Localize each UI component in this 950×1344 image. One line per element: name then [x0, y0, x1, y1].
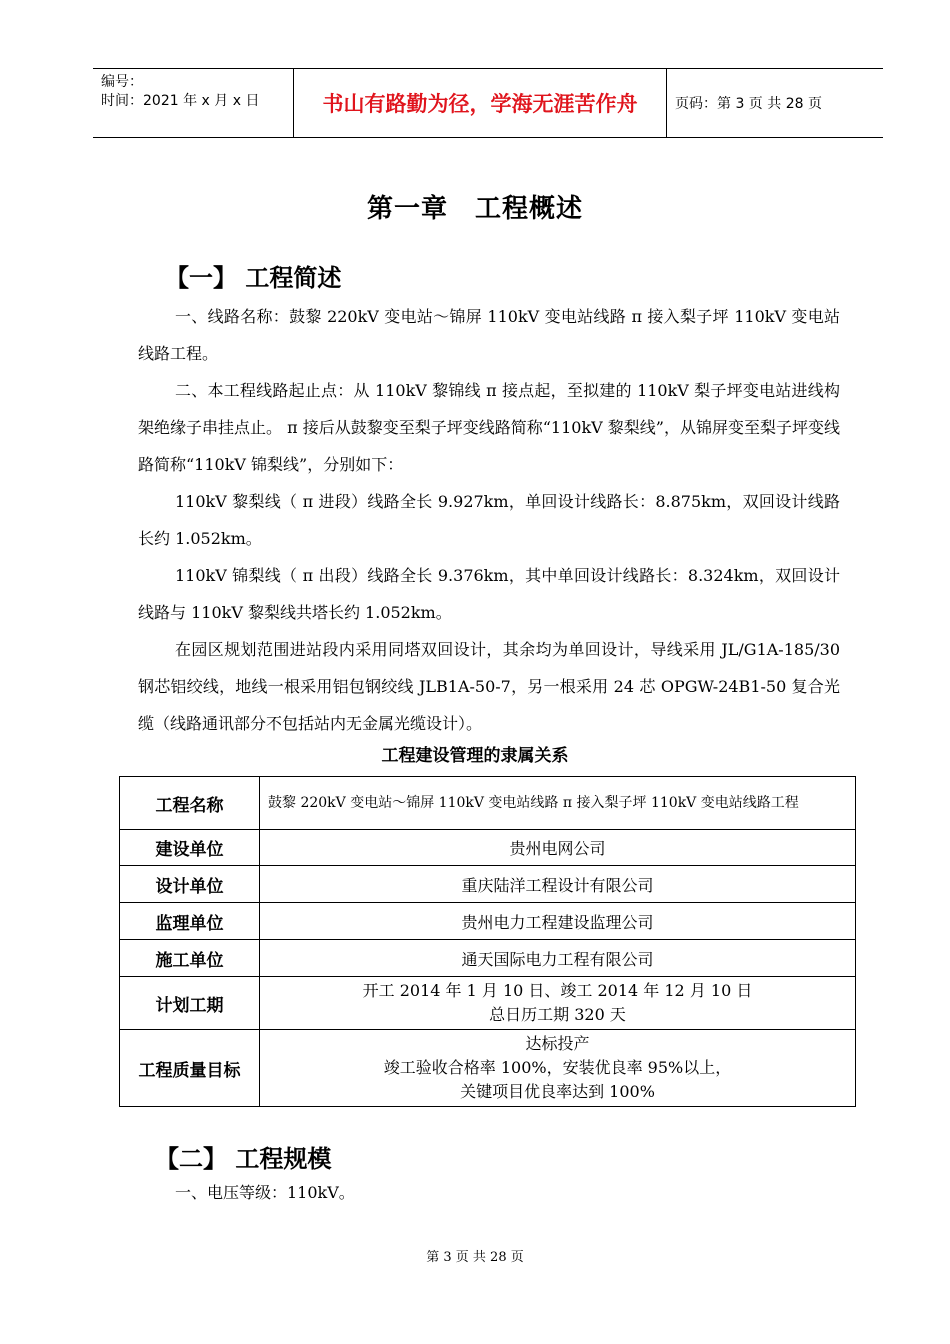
row-key: 施工单位 — [120, 940, 260, 977]
paragraph-2: 二、本工程线路起止点：从 110kV 黎锦线 π 接点起，至拟建的 110kV 梨子坪变电站进线构架绝缘子串挂点止。 π 接后从鼓黎变至梨子坪变线路简称“110kV 黎梨线”，从锦屏变至梨子坪变线路简称“110kV 锦梨线”，分别如下： — [138, 381, 840, 474]
section2-paragraph: 一、电压等级：110kV。 — [175, 1183, 355, 1202]
table-row — [120, 866, 856, 903]
row-value: 贵州电力工程建设监理公司 — [260, 903, 856, 940]
paragraph-1: 一、线路名称：鼓黎 220kV 变电站～锦屏 110kV 变电站线路 π 接入梨子坪 110kV 变电站线路工程。 — [138, 307, 840, 363]
header-meta — [93, 69, 293, 137]
row-key: 建设单位 — [120, 830, 260, 866]
table-row — [120, 977, 856, 1030]
row-value: 鼓黎 220kV 变电站～锦屏 110kV 变电站线路 π 接入梨子坪 110kV 变电站线路工程 — [260, 777, 856, 830]
row-value — [260, 977, 856, 1030]
section-title-2: 【二】 工程规模 — [155, 1145, 332, 1173]
value-line: 开工 2014 年 1 月 10 日、竣工 2014 年 12 月 10 日 — [362, 981, 753, 1000]
value-line: 竣工验收合格率 100%，安装优良率 95%以上， — [383, 1058, 732, 1077]
header-page-info: 页码：第 3 页 共 28 页 — [675, 96, 822, 112]
row-key: 工程质量目标 — [120, 1030, 260, 1107]
table-caption: 工程建设管理的隶属关系 — [381, 746, 569, 766]
project-info-table — [119, 776, 856, 1107]
table-row — [120, 940, 856, 977]
table-row — [120, 1030, 856, 1107]
section2-body — [138, 1178, 840, 1208]
table-row — [120, 903, 856, 940]
page-footer: 第 3 页 共 28 页 — [426, 1250, 524, 1265]
page-header — [93, 68, 883, 138]
paragraph-5: 在园区规划范围进站段内采用同塔双回设计，其余均为单回设计，导线采用 JL/G1A-185/30 钢芯铝绞线，地线一根采用铝包钢绞线 JLB1A-50-7，另一根采用 24 芯 OPGW-24B1-50 复合光缆（线路通讯部分不包括站内无金属光缆设计）。 — [138, 640, 840, 733]
table-row — [120, 830, 856, 866]
row-key: 监理单位 — [120, 903, 260, 940]
row-value — [260, 1030, 856, 1107]
row-key: 计划工期 — [120, 977, 260, 1030]
table-row — [120, 777, 856, 830]
paragraph-4: 110kV 锦梨线（ π 出段）线路全长 9.376km，其中单回设计线路长：8.324km，双回设计线路与 110kV 黎梨线共塔长约 1.052km。 — [138, 566, 840, 622]
row-key: 设计单位 — [120, 866, 260, 903]
row-value: 通天国际电力工程有限公司 — [260, 940, 856, 977]
header-motto-cell — [293, 69, 667, 137]
value-line: 达标投产 — [525, 1034, 590, 1053]
value-line: 关键项目优良率达到 100% — [460, 1082, 655, 1101]
time-label: 时间：2021 年 x 月 x 日 — [101, 93, 260, 109]
chapter-title: 第一章 工程概述 — [366, 194, 583, 224]
header-motto: 书山有路勤为径，学海无涯苦作舟 — [322, 91, 638, 116]
section-title-1: 【一】 工程简述 — [165, 264, 342, 292]
value-line: 总日历工期 320 天 — [489, 1005, 626, 1024]
row-value: 贵州电网公司 — [260, 830, 856, 866]
body-text — [138, 298, 840, 742]
row-value: 重庆陆洋工程设计有限公司 — [260, 866, 856, 903]
code-label: 编号： — [101, 74, 143, 90]
header-page-cell — [667, 69, 883, 137]
row-key: 工程名称 — [120, 777, 260, 830]
paragraph-3: 110kV 黎梨线（ π 进段）线路全长 9.927km，单回设计线路长：8.875km，双回设计线路长约 1.052km。 — [138, 492, 840, 548]
